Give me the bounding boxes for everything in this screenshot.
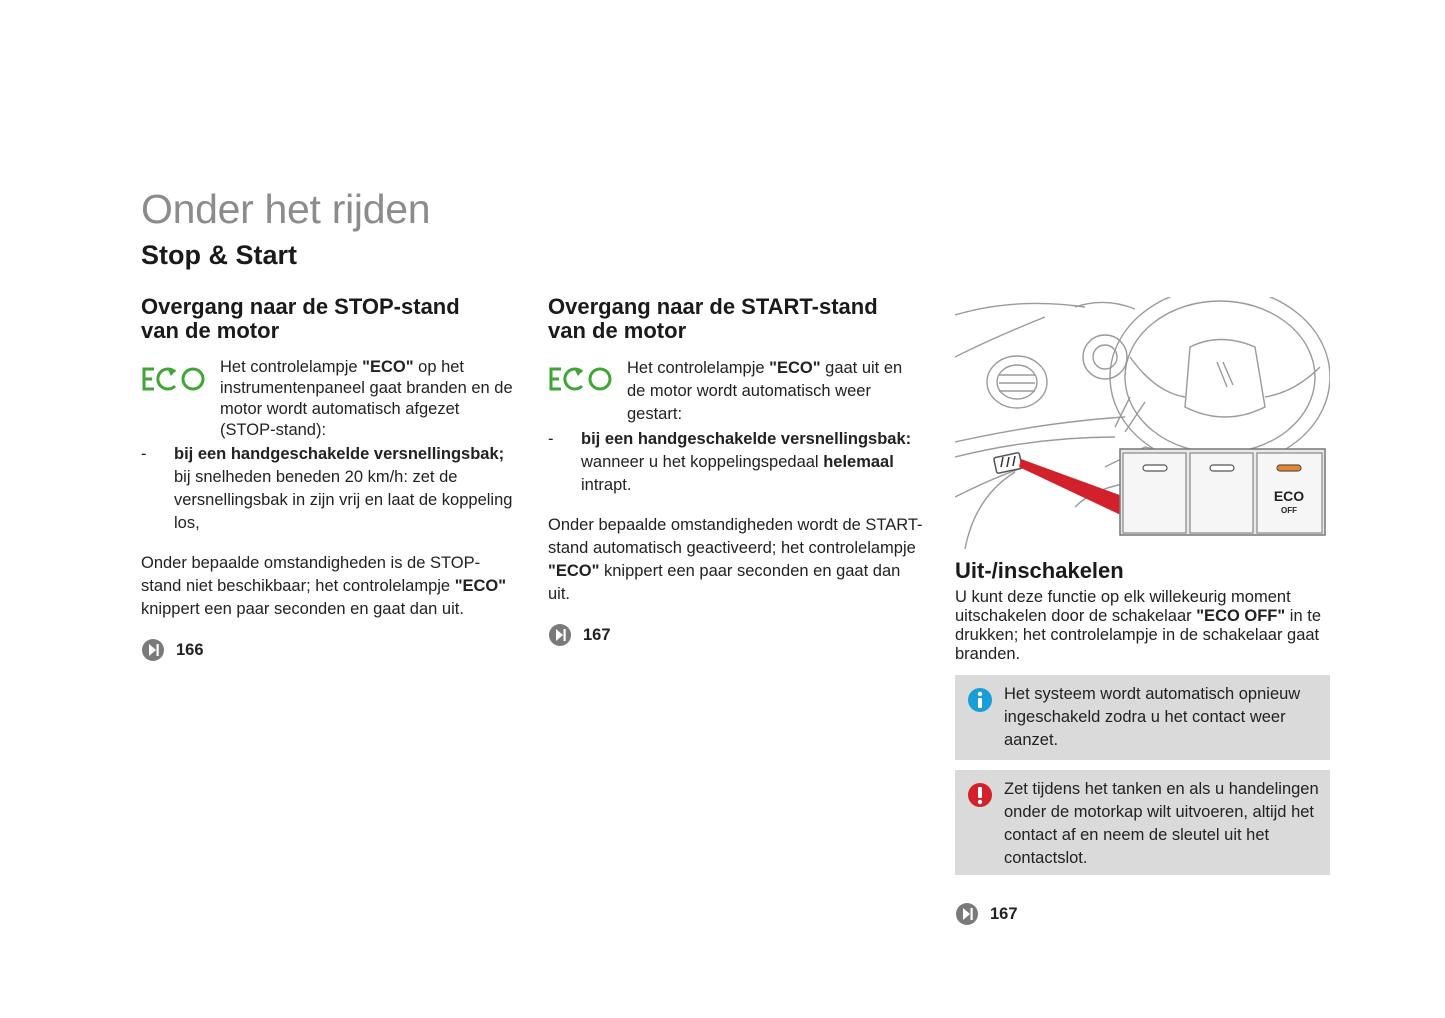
stop-heading: Overgang naar de STOP-stand van de motor bbox=[141, 294, 460, 343]
page-reference-number: 167 bbox=[583, 625, 611, 644]
eco-button-label: ECO bbox=[1273, 488, 1305, 504]
page-reference-icon bbox=[955, 902, 979, 926]
switch-paragraph: U kunt deze functie op elk willekeurig moment uitschakelen door de schakelaar "ECO OFF" in te drukken; het controlelampje in de schakelaar gaat branden. bbox=[955, 588, 1321, 663]
start-heading: Overgang naar de START-stand van de motor bbox=[548, 294, 878, 343]
info-note bbox=[955, 675, 1330, 760]
stop-paragraph: Onder bepaalde omstandigheden is de STOP-stand niet beschikbaar; het controlelampje "ECO" knippert een paar seconden en gaat dan uit. bbox=[141, 554, 507, 618]
stop-bullet: - bij een handgeschakelde versnellingsbak; bij snelheden beneden 20 km/h: zet de versnellingsbak in zijn vrij en laat de koppeling los, bbox=[141, 445, 513, 532]
warning-note-text: Zet tijdens het tanken en als u handelingen onder de motorkap wilt uitvoeren, altijd het contact af en neem de sleutel uit het contactslot. bbox=[1004, 780, 1319, 867]
page-reference[interactable] bbox=[548, 623, 923, 647]
page-reference-icon bbox=[548, 623, 572, 647]
warning-icon bbox=[967, 782, 993, 808]
dashboard-eco-off-switch-illustration bbox=[955, 297, 1330, 549]
page-reference-number: 166 bbox=[176, 640, 204, 659]
start-bullet: - bij een handgeschakelde versnellingsbak: wanneer u het koppelingspedaal helemaal intrapt. bbox=[548, 430, 912, 494]
page-reference[interactable] bbox=[141, 638, 516, 662]
page-subtitle: Stop & Start bbox=[141, 240, 298, 270]
warning-note bbox=[955, 770, 1330, 875]
stop-section bbox=[141, 295, 516, 662]
page-reference-icon bbox=[141, 638, 165, 662]
info-note-text: Het systeem wordt automatisch opnieuw ingeschakeld zodra u het contact weer aanzet. bbox=[1004, 685, 1301, 749]
eco-indicator-icon bbox=[548, 364, 612, 394]
switch-heading: Uit-/inschakelen bbox=[955, 558, 1124, 583]
start-section bbox=[548, 295, 923, 647]
eco-indicator-icon bbox=[141, 364, 205, 394]
stop-eco-row: Het controlelampje "ECO" op het instrumentenpaneel gaat branden en de motor wordt automatisch afgezet (STOP-stand): bbox=[141, 357, 516, 441]
start-paragraph: Onder bepaalde omstandigheden wordt de START-stand automatisch geactiveerd; het controlelampje "ECO" knippert een paar seconden en gaat dan uit. bbox=[548, 516, 923, 603]
start-eco-row: Het controlelampje "ECO" gaat uit en de motor wordt automatisch weer gestart: bbox=[548, 357, 923, 426]
eco-button-sublabel: OFF bbox=[1281, 506, 1297, 515]
page-reference-number: 167 bbox=[990, 904, 1018, 923]
page-reference[interactable] bbox=[955, 902, 1018, 926]
page-title: Onder het rijden bbox=[141, 186, 431, 232]
info-icon bbox=[967, 687, 993, 713]
